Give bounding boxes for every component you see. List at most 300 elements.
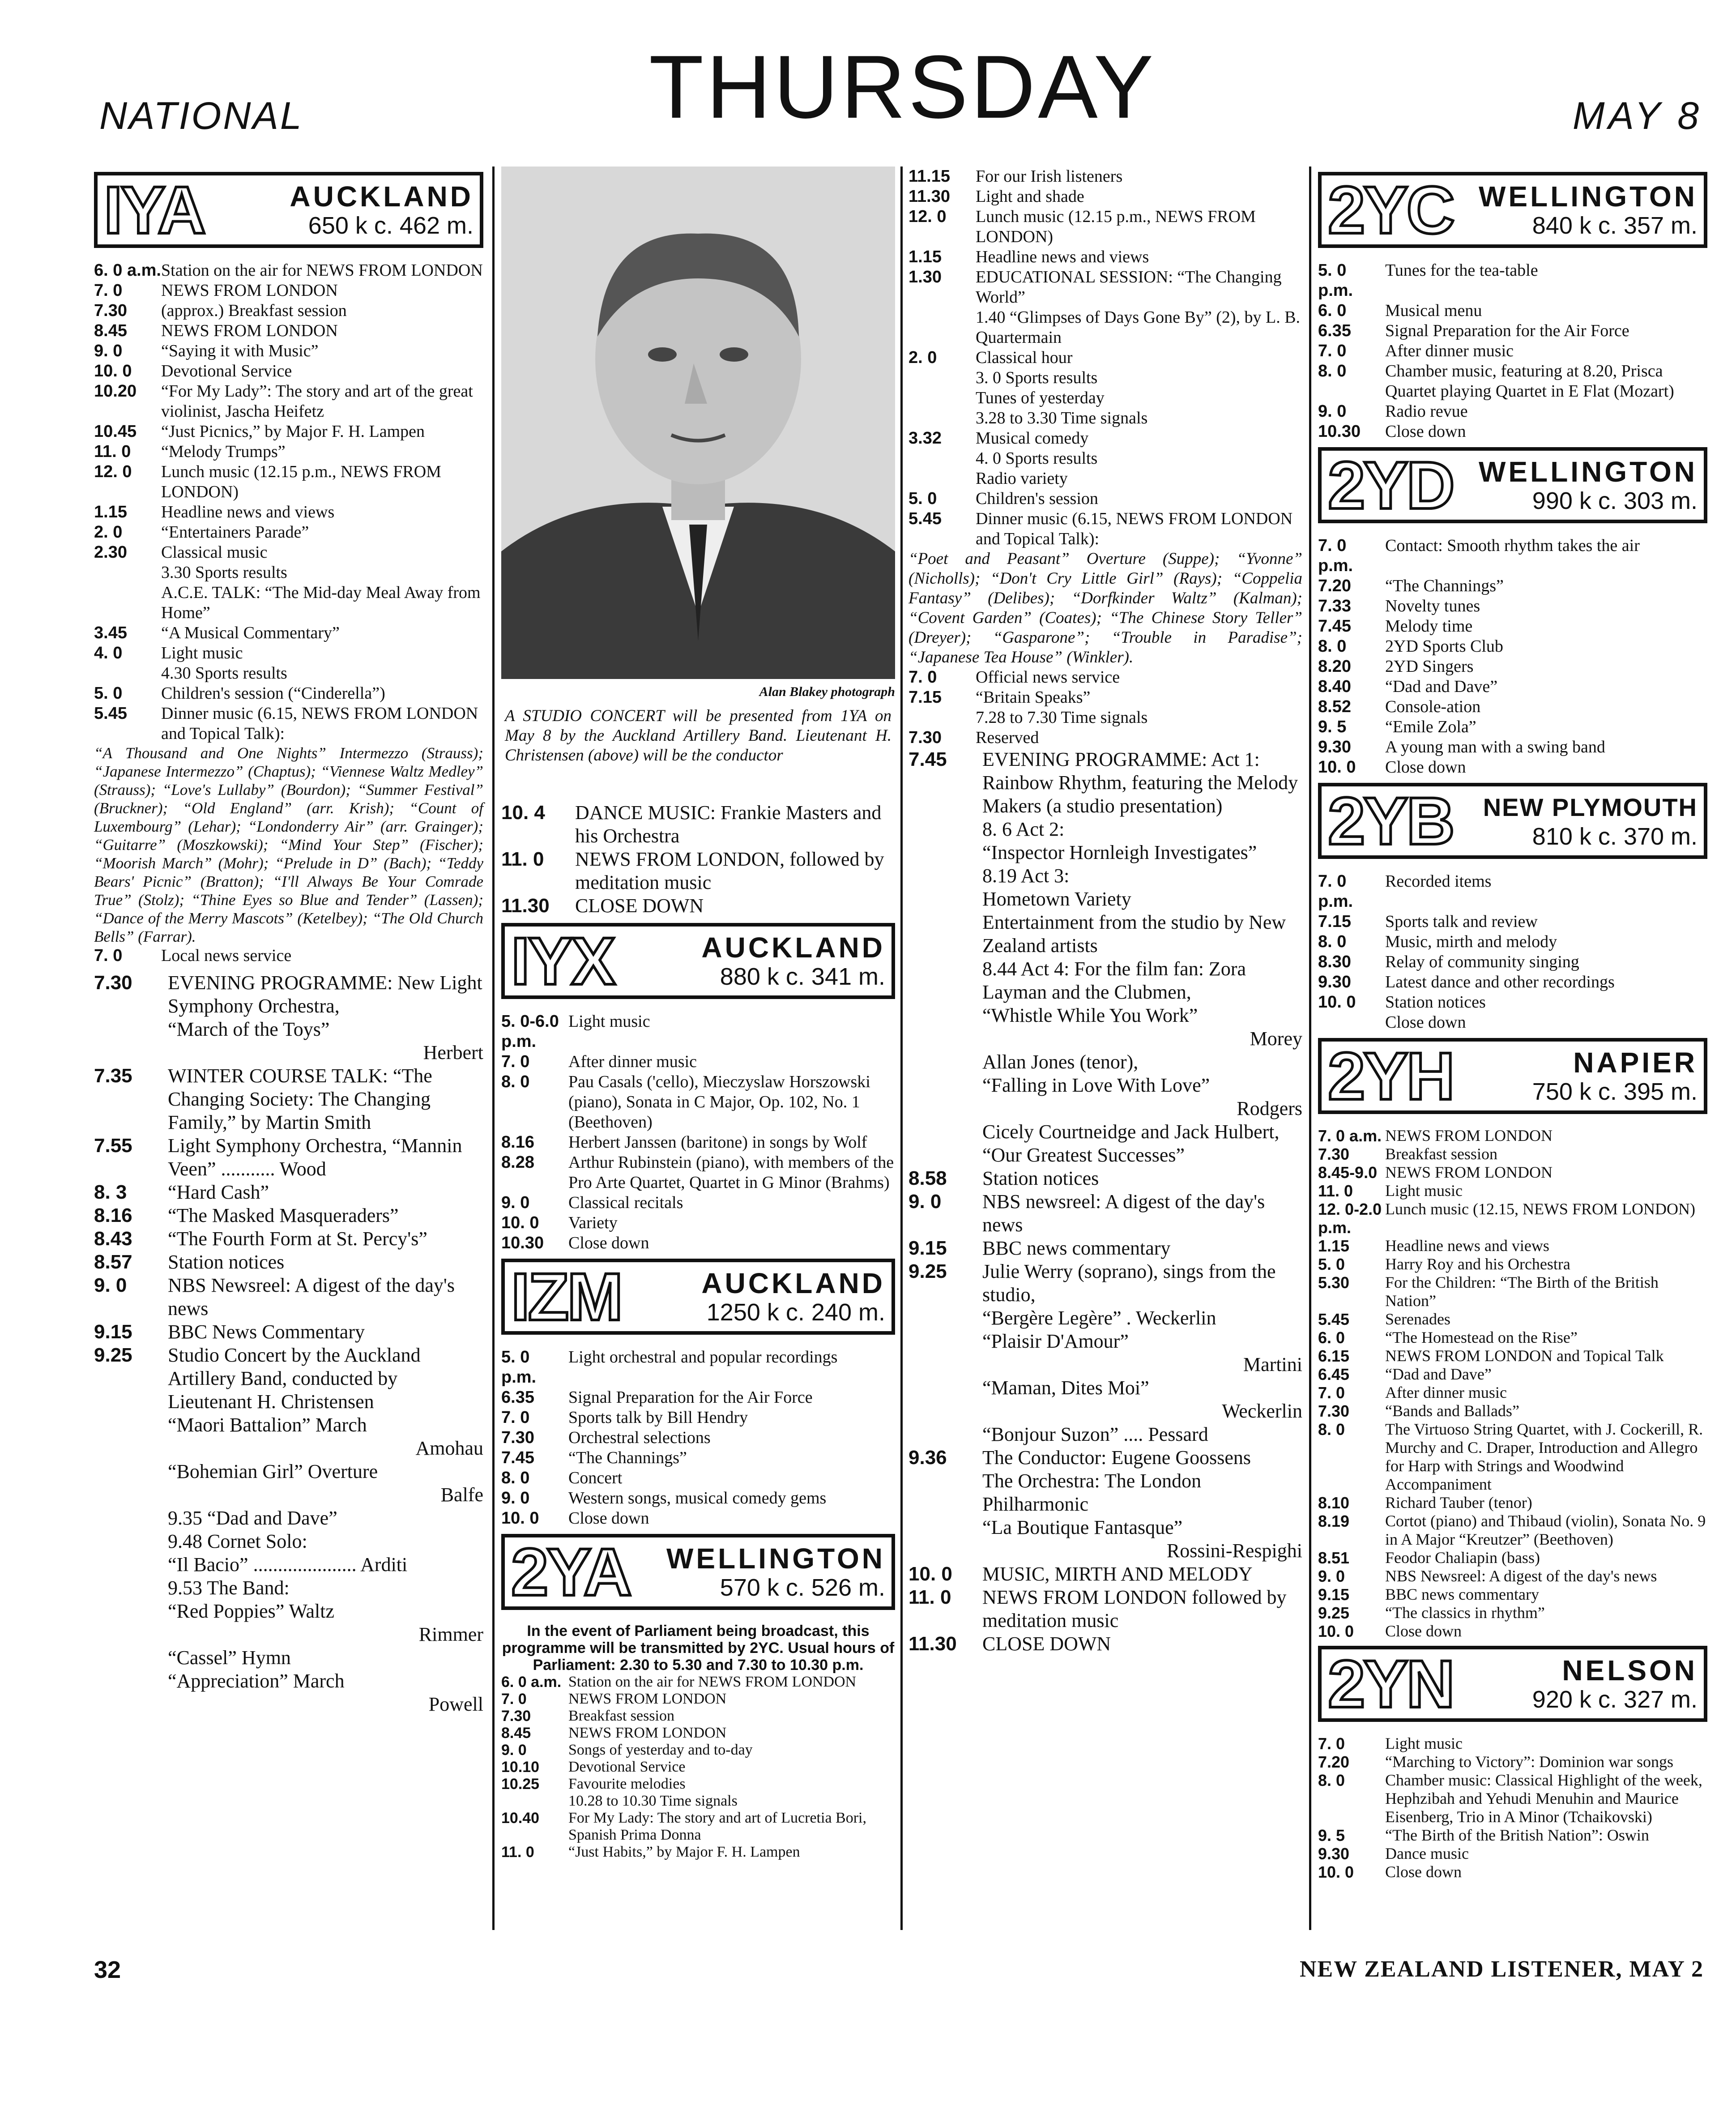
schedule-row bbox=[501, 1844, 895, 1861]
schedule-row bbox=[94, 1344, 483, 1413]
column-rule bbox=[900, 167, 903, 1930]
schedule-row bbox=[1318, 972, 1707, 992]
time: 7.30 bbox=[1318, 1402, 1350, 1420]
item: BBC News Commentary bbox=[168, 1321, 365, 1343]
station-frequency: 990 k c. 303 m. bbox=[1532, 487, 1698, 514]
item: Station on the air for NEWS FROM LONDON bbox=[568, 1674, 857, 1690]
time: 11. 0 bbox=[501, 848, 544, 870]
schedule-row bbox=[94, 1320, 483, 1344]
item: “Dad and Dave” bbox=[1385, 1365, 1492, 1383]
item: EVENING PROGRAMME: Act 1: bbox=[982, 748, 1260, 770]
item: Station notices bbox=[168, 1251, 285, 1273]
schedule-row bbox=[1318, 677, 1707, 697]
time: 5. 0 p.m. bbox=[501, 1348, 537, 1387]
time: 8.10 bbox=[1318, 1494, 1350, 1512]
item: 2YD Sports Club bbox=[1385, 637, 1503, 656]
item: WINTER COURSE TALK: “The Changing Society: The Changing Family,” by Martin Smith bbox=[168, 1065, 432, 1133]
item: “Whistle While You Work” bbox=[982, 1004, 1198, 1026]
time: 10.30 bbox=[1318, 422, 1361, 441]
item: “Bergère Legère” . Weckerlin bbox=[982, 1307, 1216, 1329]
item: Sports talk by Bill Hendry bbox=[568, 1408, 748, 1427]
item: Tunes of yesterday bbox=[976, 389, 1105, 407]
time: 9. 0 bbox=[501, 1489, 530, 1507]
station-frequency: 880 k c. 341 m. bbox=[720, 963, 885, 990]
time: 2. 0 bbox=[909, 348, 937, 367]
time: 9.15 bbox=[94, 1321, 132, 1343]
time: 9. 0 bbox=[909, 1191, 942, 1213]
item: “Plaisir D'Amour” bbox=[982, 1330, 1129, 1352]
evening-schedule bbox=[94, 971, 483, 1716]
schedule-row bbox=[1318, 1494, 1707, 1512]
schedule-row bbox=[909, 348, 1302, 368]
schedule-row bbox=[501, 1810, 895, 1844]
schedule-row bbox=[1318, 737, 1707, 757]
item: NEWS FROM LONDON bbox=[1385, 1127, 1553, 1144]
item: 8.44 Act 4: For the film fan: Zora Layman and the Clubmen, bbox=[982, 958, 1246, 1003]
schedule-row bbox=[501, 1508, 895, 1529]
time: 9. 0 bbox=[501, 1742, 527, 1759]
schedule-row bbox=[94, 623, 483, 643]
item: “Bonjour Suzon” .... Pessard bbox=[982, 1423, 1208, 1445]
item: “Our Greatest Successes” bbox=[982, 1144, 1185, 1166]
schedule-list bbox=[501, 1012, 895, 1253]
time: 12. 0 bbox=[909, 207, 947, 226]
item: Headline news and views bbox=[1385, 1237, 1549, 1255]
item: “Bands and Ballads” bbox=[1385, 1402, 1519, 1420]
schedule-row bbox=[909, 687, 1302, 708]
schedule-row bbox=[501, 1388, 895, 1408]
time: 12. 0-2.0 p.m. bbox=[1318, 1200, 1382, 1237]
schedule-row bbox=[909, 448, 1302, 469]
time: 5.30 bbox=[1318, 1273, 1350, 1292]
time: 7.55 bbox=[94, 1135, 132, 1157]
item: “The Channings” bbox=[1385, 576, 1504, 595]
item: Herbert Janssen (baritone) in songs by Wolf bbox=[568, 1133, 867, 1152]
station-frequency: 650 k c. 462 m. bbox=[308, 212, 473, 239]
schedule-row bbox=[1318, 536, 1707, 576]
time: 7.30 bbox=[1318, 1145, 1350, 1163]
schedule-row bbox=[909, 841, 1302, 864]
schedule-row bbox=[909, 1190, 1302, 1237]
item: DANCE MUSIC: Frankie Masters and his Orchestra bbox=[575, 802, 882, 847]
time: 5.45 bbox=[909, 509, 942, 528]
item: Close down bbox=[1385, 1863, 1462, 1881]
schedule-row bbox=[1318, 1255, 1707, 1273]
schedule-row bbox=[1318, 1384, 1707, 1402]
schedule-list bbox=[909, 667, 1302, 748]
time: 7. 0 bbox=[1318, 1734, 1345, 1753]
schedule-row bbox=[1318, 1328, 1707, 1347]
time: 8. 0 bbox=[1318, 1420, 1345, 1439]
schedule-row bbox=[909, 1237, 1302, 1260]
schedule-row bbox=[501, 1347, 895, 1388]
station-city: NELSON bbox=[1562, 1654, 1698, 1687]
item: Rossini-Respighi bbox=[1166, 1540, 1302, 1562]
item: Headline news and views bbox=[161, 503, 335, 521]
parliament-notice: In the event of Parliament being broadcast, this programme will be transmitted by 2YC. Usual hours of Parliament: 2.30 to 5.30 and 7.30 to 10.30 p.m. bbox=[502, 1623, 895, 1674]
item: Light orchestral and popular recordings bbox=[568, 1348, 838, 1366]
time: 8.45 bbox=[94, 321, 127, 340]
schedule-row bbox=[94, 643, 483, 663]
station-box-2yb bbox=[1318, 783, 1707, 859]
time: 7. 0 bbox=[94, 281, 123, 300]
item: “The Fourth Form at St. Percy's” bbox=[168, 1228, 427, 1250]
station-frequency: 840 k c. 357 m. bbox=[1532, 212, 1698, 239]
time: 11. 0 bbox=[909, 1586, 951, 1608]
time: 10.25 bbox=[501, 1776, 540, 1793]
time: 8.58 bbox=[909, 1167, 947, 1189]
time: 12. 0 bbox=[94, 462, 132, 481]
item: “Just Picnics,” by Major F. H. Lampen bbox=[161, 422, 425, 441]
time: 11. 0 bbox=[1318, 1182, 1353, 1200]
item: Light and shade bbox=[976, 187, 1084, 206]
schedule-row bbox=[1318, 1512, 1707, 1549]
item: MUSIC, MIRTH AND MELODY bbox=[982, 1563, 1253, 1585]
item: “Il Bacio” ..................... Arditi bbox=[168, 1554, 408, 1576]
item: “Maori Battalion” March bbox=[168, 1414, 367, 1436]
item: “The Homestead on the Rise” bbox=[1385, 1328, 1578, 1346]
item: 8.19 Act 3: bbox=[982, 865, 1070, 887]
schedule-row bbox=[501, 1674, 895, 1691]
station-city: WELLINGTON bbox=[1479, 180, 1698, 213]
item: Allan Jones (tenor), bbox=[982, 1051, 1139, 1073]
time: 9. 0 bbox=[501, 1193, 530, 1212]
time: 1.15 bbox=[909, 248, 942, 266]
item: Dinner music (6.15, NEWS FROM LONDON and Topical Talk): bbox=[976, 509, 1293, 548]
item: Light music bbox=[1385, 1182, 1463, 1200]
time: 9.15 bbox=[1318, 1585, 1350, 1604]
station-frequency: 810 k c. 370 m. bbox=[1532, 823, 1698, 850]
item: Reserved bbox=[976, 728, 1039, 747]
schedule-row bbox=[501, 1233, 895, 1253]
item: NEWS FROM LONDON bbox=[1385, 1163, 1553, 1181]
schedule-row bbox=[94, 1576, 483, 1600]
schedule-list bbox=[94, 260, 483, 744]
item: 9.48 Cornet Solo: bbox=[168, 1530, 307, 1552]
item: Novelty tunes bbox=[1385, 597, 1480, 615]
item: The Virtuoso String Quartet, with J. Cockerill, R. Murchy and C. Draper, Introduction and Allegro for Harp with Strings and Woodwind Accompaniment bbox=[1385, 1420, 1703, 1493]
time: 5. 0 bbox=[94, 684, 123, 703]
time: 8. 0 bbox=[1318, 362, 1347, 380]
schedule-row bbox=[909, 167, 1302, 187]
schedule-list bbox=[909, 167, 1302, 549]
time: 6.35 bbox=[501, 1388, 534, 1407]
item: Lunch music (12.15 p.m., NEWS FROM LONDON) bbox=[976, 207, 1256, 246]
schedule-row bbox=[1318, 1012, 1707, 1033]
schedule-row bbox=[1318, 1845, 1707, 1863]
schedule-row bbox=[1318, 657, 1707, 677]
time: 9.36 bbox=[909, 1447, 947, 1469]
item: Close down bbox=[568, 1509, 649, 1528]
time: 8. 0 bbox=[1318, 637, 1347, 656]
item: NEWS FROM LONDON bbox=[161, 281, 338, 300]
time: 1.15 bbox=[1318, 1237, 1350, 1255]
schedule-row bbox=[909, 1446, 1302, 1469]
item: 9.53 The Band: bbox=[168, 1577, 290, 1599]
time: 7.15 bbox=[909, 688, 942, 707]
item: Herbert bbox=[423, 1042, 483, 1063]
station-box-1yx bbox=[501, 923, 895, 999]
column-rule bbox=[1309, 167, 1311, 1930]
station-call-sign: IZM bbox=[511, 1259, 622, 1334]
schedule-row bbox=[94, 946, 483, 966]
time: 6. 0 bbox=[1318, 301, 1347, 320]
schedule-row bbox=[909, 307, 1302, 348]
photo-caption: A STUDIO CONCERT will be presented from 1YA on May 8 by the Auckland Artillery Band. Lieutenant H. Christensen (above) will be the conductor bbox=[505, 707, 891, 764]
schedule-row bbox=[1318, 341, 1707, 361]
item: “Dad and Dave” bbox=[1385, 677, 1498, 696]
schedule-list bbox=[1318, 260, 1707, 442]
time: 8. 0 bbox=[501, 1469, 530, 1487]
time: 6.45 bbox=[1318, 1365, 1350, 1384]
item: Breakfast session bbox=[568, 1708, 675, 1724]
item: Julie Werry (soprano), sings from the studio, bbox=[982, 1260, 1276, 1306]
time: 8.43 bbox=[94, 1228, 132, 1250]
item: Radio variety bbox=[976, 469, 1068, 488]
schedule-row bbox=[1318, 952, 1707, 972]
item: A young man with a swing band bbox=[1385, 738, 1605, 756]
schedule-row bbox=[909, 1539, 1302, 1563]
item: BBC news commentary bbox=[1385, 1585, 1539, 1603]
item: Lunch music (12.15, NEWS FROM LONDON) bbox=[1385, 1200, 1695, 1218]
schedule-row bbox=[94, 542, 483, 563]
item: Songs of yesterday and to-day bbox=[568, 1742, 753, 1758]
time: 1.30 bbox=[909, 268, 942, 286]
schedule-row bbox=[501, 894, 895, 918]
schedule-list bbox=[501, 1674, 895, 1861]
time: 7.45 bbox=[501, 1448, 534, 1467]
schedule-row bbox=[1318, 1549, 1707, 1567]
schedule-row bbox=[94, 422, 483, 442]
schedule-row bbox=[501, 1132, 895, 1153]
item: Classical hour bbox=[976, 348, 1073, 367]
station-city: AUCKLAND bbox=[290, 180, 473, 213]
schedule-row bbox=[94, 260, 483, 281]
schedule-row bbox=[909, 818, 1302, 841]
time: 10.20 bbox=[94, 382, 137, 401]
item: Rodgers bbox=[1237, 1097, 1302, 1119]
schedule-row bbox=[501, 1153, 895, 1193]
station-frequency: 1250 k c. 240 m. bbox=[706, 1299, 885, 1326]
schedule-row bbox=[909, 1097, 1302, 1120]
item: For our Irish listeners bbox=[976, 167, 1123, 186]
time: 10.10 bbox=[501, 1759, 540, 1776]
schedule-row bbox=[1318, 1826, 1707, 1845]
schedule-row bbox=[501, 1708, 895, 1725]
item: 1.40 “Glimpses of Days Gone By” (2), by L. B. Quartermain bbox=[976, 308, 1301, 347]
schedule-row bbox=[94, 321, 483, 341]
schedule-row bbox=[94, 1274, 483, 1320]
item: Close down bbox=[1385, 1622, 1462, 1640]
item: 3. 0 Sports results bbox=[976, 368, 1098, 387]
item: 4.30 Sports results bbox=[161, 664, 287, 683]
item: “Emile Zola” bbox=[1385, 717, 1476, 736]
item: “Marching to Victory”: Dominion war songs bbox=[1385, 1753, 1674, 1771]
schedule-row bbox=[1318, 1127, 1707, 1145]
time: 8.16 bbox=[94, 1204, 132, 1226]
time: 7. 0 bbox=[501, 1408, 530, 1427]
item: Children's session (“Cinderella”) bbox=[161, 684, 385, 703]
schedule-list bbox=[1318, 1734, 1707, 1881]
item: “Inspector Hornleigh Investigates” bbox=[982, 841, 1257, 863]
station-call-sign: 2YD bbox=[1328, 448, 1453, 523]
station-city: NEW PLYMOUTH bbox=[1483, 793, 1698, 821]
item: For the Children: “The Birth of the British Nation” bbox=[1385, 1273, 1659, 1310]
time: 7.15 bbox=[1318, 912, 1351, 931]
schedule-row bbox=[909, 187, 1302, 207]
item: Musical comedy bbox=[976, 429, 1089, 448]
schedule-row bbox=[1318, 717, 1707, 737]
item: The Orchestra: The London Philharmonic bbox=[982, 1470, 1202, 1515]
item: Devotional Service bbox=[568, 1759, 686, 1775]
time: 8.19 bbox=[1318, 1512, 1350, 1530]
item: “The Channings” bbox=[568, 1448, 687, 1467]
schedule-row bbox=[94, 1204, 483, 1227]
item: Classical recitals bbox=[568, 1193, 683, 1212]
item: Children's session bbox=[976, 489, 1098, 508]
schedule-row bbox=[1318, 1420, 1707, 1494]
schedule-row bbox=[94, 341, 483, 361]
time: 10. 0 bbox=[1318, 1622, 1354, 1640]
schedule-row bbox=[1318, 1310, 1707, 1328]
time: 5. 0-6.0 p.m. bbox=[501, 1012, 559, 1051]
schedule-row bbox=[94, 1251, 483, 1274]
item: Close down bbox=[1385, 1013, 1466, 1032]
schedule-row bbox=[94, 563, 483, 583]
time: 9. 0 bbox=[94, 342, 123, 360]
time: 10. 0 bbox=[94, 362, 132, 380]
item: “Maman, Dites Moi” bbox=[982, 1377, 1149, 1399]
item: 10.28 to 10.30 Time signals bbox=[568, 1793, 738, 1809]
item: After dinner music bbox=[1385, 1384, 1507, 1401]
schedule-row bbox=[501, 1448, 895, 1468]
item: “Bohemian Girl” Overture bbox=[168, 1460, 378, 1482]
schedule-row bbox=[1318, 1734, 1707, 1753]
time: 10. 0 bbox=[909, 1563, 952, 1585]
item: The Conductor: Eugene Goossens bbox=[982, 1447, 1251, 1469]
conductor-photo bbox=[501, 167, 895, 679]
time: 11. 0 bbox=[94, 442, 131, 461]
station-city: WELLINGTON bbox=[666, 1542, 885, 1575]
page-title: THURSDAY bbox=[649, 37, 1156, 137]
schedule-row bbox=[909, 1400, 1302, 1423]
item: BBC news commentary bbox=[982, 1237, 1171, 1259]
time: 10.45 bbox=[94, 422, 137, 441]
schedule-row bbox=[909, 708, 1302, 728]
schedule-row bbox=[1318, 260, 1707, 301]
schedule-row bbox=[501, 1759, 895, 1776]
schedule-row bbox=[94, 663, 483, 683]
item: Weckerlin bbox=[1222, 1400, 1302, 1422]
item: Music, mirth and melody bbox=[1385, 932, 1557, 951]
time: 10. 0 bbox=[1318, 993, 1356, 1012]
item: A.C.E. TALK: “The Mid-day Meal Away from Home” bbox=[161, 583, 481, 622]
schedule-row bbox=[94, 301, 483, 321]
item: EDUCATIONAL SESSION: “The Changing World” bbox=[976, 268, 1282, 307]
item: NEWS FROM LONDON, followed by meditation music bbox=[575, 848, 884, 893]
item: Cicely Courtneidge and Jack Hulbert, bbox=[982, 1121, 1280, 1143]
time: 5. 0 bbox=[1318, 1255, 1345, 1273]
schedule-row bbox=[94, 1693, 483, 1716]
time: 8.16 bbox=[501, 1133, 534, 1152]
time: 6. 0 a.m. bbox=[501, 1674, 562, 1691]
time: 10. 0 bbox=[501, 1213, 539, 1232]
time: 3.32 bbox=[909, 429, 942, 448]
item: “Just Habits,” by Major F. H. Lampen bbox=[568, 1844, 800, 1860]
station-frequency: 570 k c. 526 m. bbox=[720, 1574, 885, 1601]
time: 7. 0 a.m. bbox=[1318, 1127, 1382, 1145]
schedule-row bbox=[501, 1193, 895, 1213]
schedule-row bbox=[94, 1064, 483, 1134]
schedule-row bbox=[501, 1793, 895, 1810]
item: “Hard Cash” bbox=[168, 1181, 269, 1203]
schedule-row bbox=[1318, 912, 1707, 932]
schedule-row bbox=[94, 1600, 483, 1623]
item: After dinner music bbox=[568, 1052, 697, 1071]
schedule-row bbox=[94, 442, 483, 462]
edition-label: NATIONAL bbox=[99, 94, 303, 137]
time: 5. 0 bbox=[909, 489, 937, 508]
schedule-row bbox=[94, 971, 483, 1018]
schedule-row bbox=[909, 1330, 1302, 1353]
schedule-row bbox=[94, 1437, 483, 1460]
item: Balfe bbox=[440, 1484, 483, 1506]
schedule-row bbox=[501, 1725, 895, 1742]
schedule-row bbox=[909, 1004, 1302, 1027]
time: 4. 0 bbox=[94, 644, 123, 662]
item: Contact: Smooth rhythm takes the air bbox=[1385, 536, 1640, 555]
schedule-row bbox=[909, 247, 1302, 267]
item: Melody time bbox=[1385, 617, 1473, 636]
time: 7.30 bbox=[94, 301, 127, 320]
schedule-row bbox=[1318, 1163, 1707, 1182]
item: NEWS FROM LONDON bbox=[568, 1691, 727, 1707]
portrait-image bbox=[501, 167, 895, 679]
time: 6.35 bbox=[1318, 321, 1351, 340]
schedule-row bbox=[1318, 321, 1707, 341]
item: Light music bbox=[568, 1012, 650, 1031]
column-1 bbox=[94, 167, 483, 1716]
schedule-row bbox=[1318, 301, 1707, 321]
item: Console-ation bbox=[1385, 697, 1481, 716]
time: 11.30 bbox=[501, 895, 550, 917]
time: 8.40 bbox=[1318, 677, 1351, 696]
schedule-row bbox=[909, 728, 1302, 748]
time: 11. 0 bbox=[501, 1844, 534, 1861]
item: Station notices bbox=[982, 1167, 1099, 1189]
schedule-row bbox=[501, 1468, 895, 1488]
page-number: 32 bbox=[94, 1956, 121, 1983]
item: NBS Newsreel: A digest of the day's news bbox=[1385, 1567, 1657, 1585]
schedule-list bbox=[1318, 871, 1707, 1033]
schedule-list bbox=[1318, 1127, 1707, 1640]
schedule-row bbox=[501, 801, 895, 848]
item: Rainbow Rhythm, featuring the Melody Makers (a studio presentation) bbox=[982, 772, 1298, 817]
schedule-row bbox=[94, 704, 483, 744]
time: 11.30 bbox=[909, 1633, 957, 1655]
item: Dinner music (6.15, NEWS FROM LONDON and Topical Talk): bbox=[161, 704, 478, 743]
item: 3.30 Sports results bbox=[161, 563, 287, 582]
schedule-list bbox=[501, 1347, 895, 1529]
schedule-row bbox=[94, 1483, 483, 1507]
schedule-row bbox=[501, 1428, 895, 1448]
station-city: NAPIER bbox=[1573, 1046, 1698, 1079]
item: 9.35 “Dad and Dave” bbox=[168, 1507, 337, 1529]
time: 9. 5 bbox=[1318, 717, 1347, 736]
item: Chamber music: Classical Highlight of the week, Hephzibah and Yehudi Menuhin and Maurice Eisenberg, Trio in A Minor (Tchaikovski) bbox=[1385, 1771, 1702, 1826]
schedule-row bbox=[1318, 401, 1707, 422]
item: Light Symphony Orchestra, “Mannin Veen” ........... Wood bbox=[168, 1135, 462, 1180]
